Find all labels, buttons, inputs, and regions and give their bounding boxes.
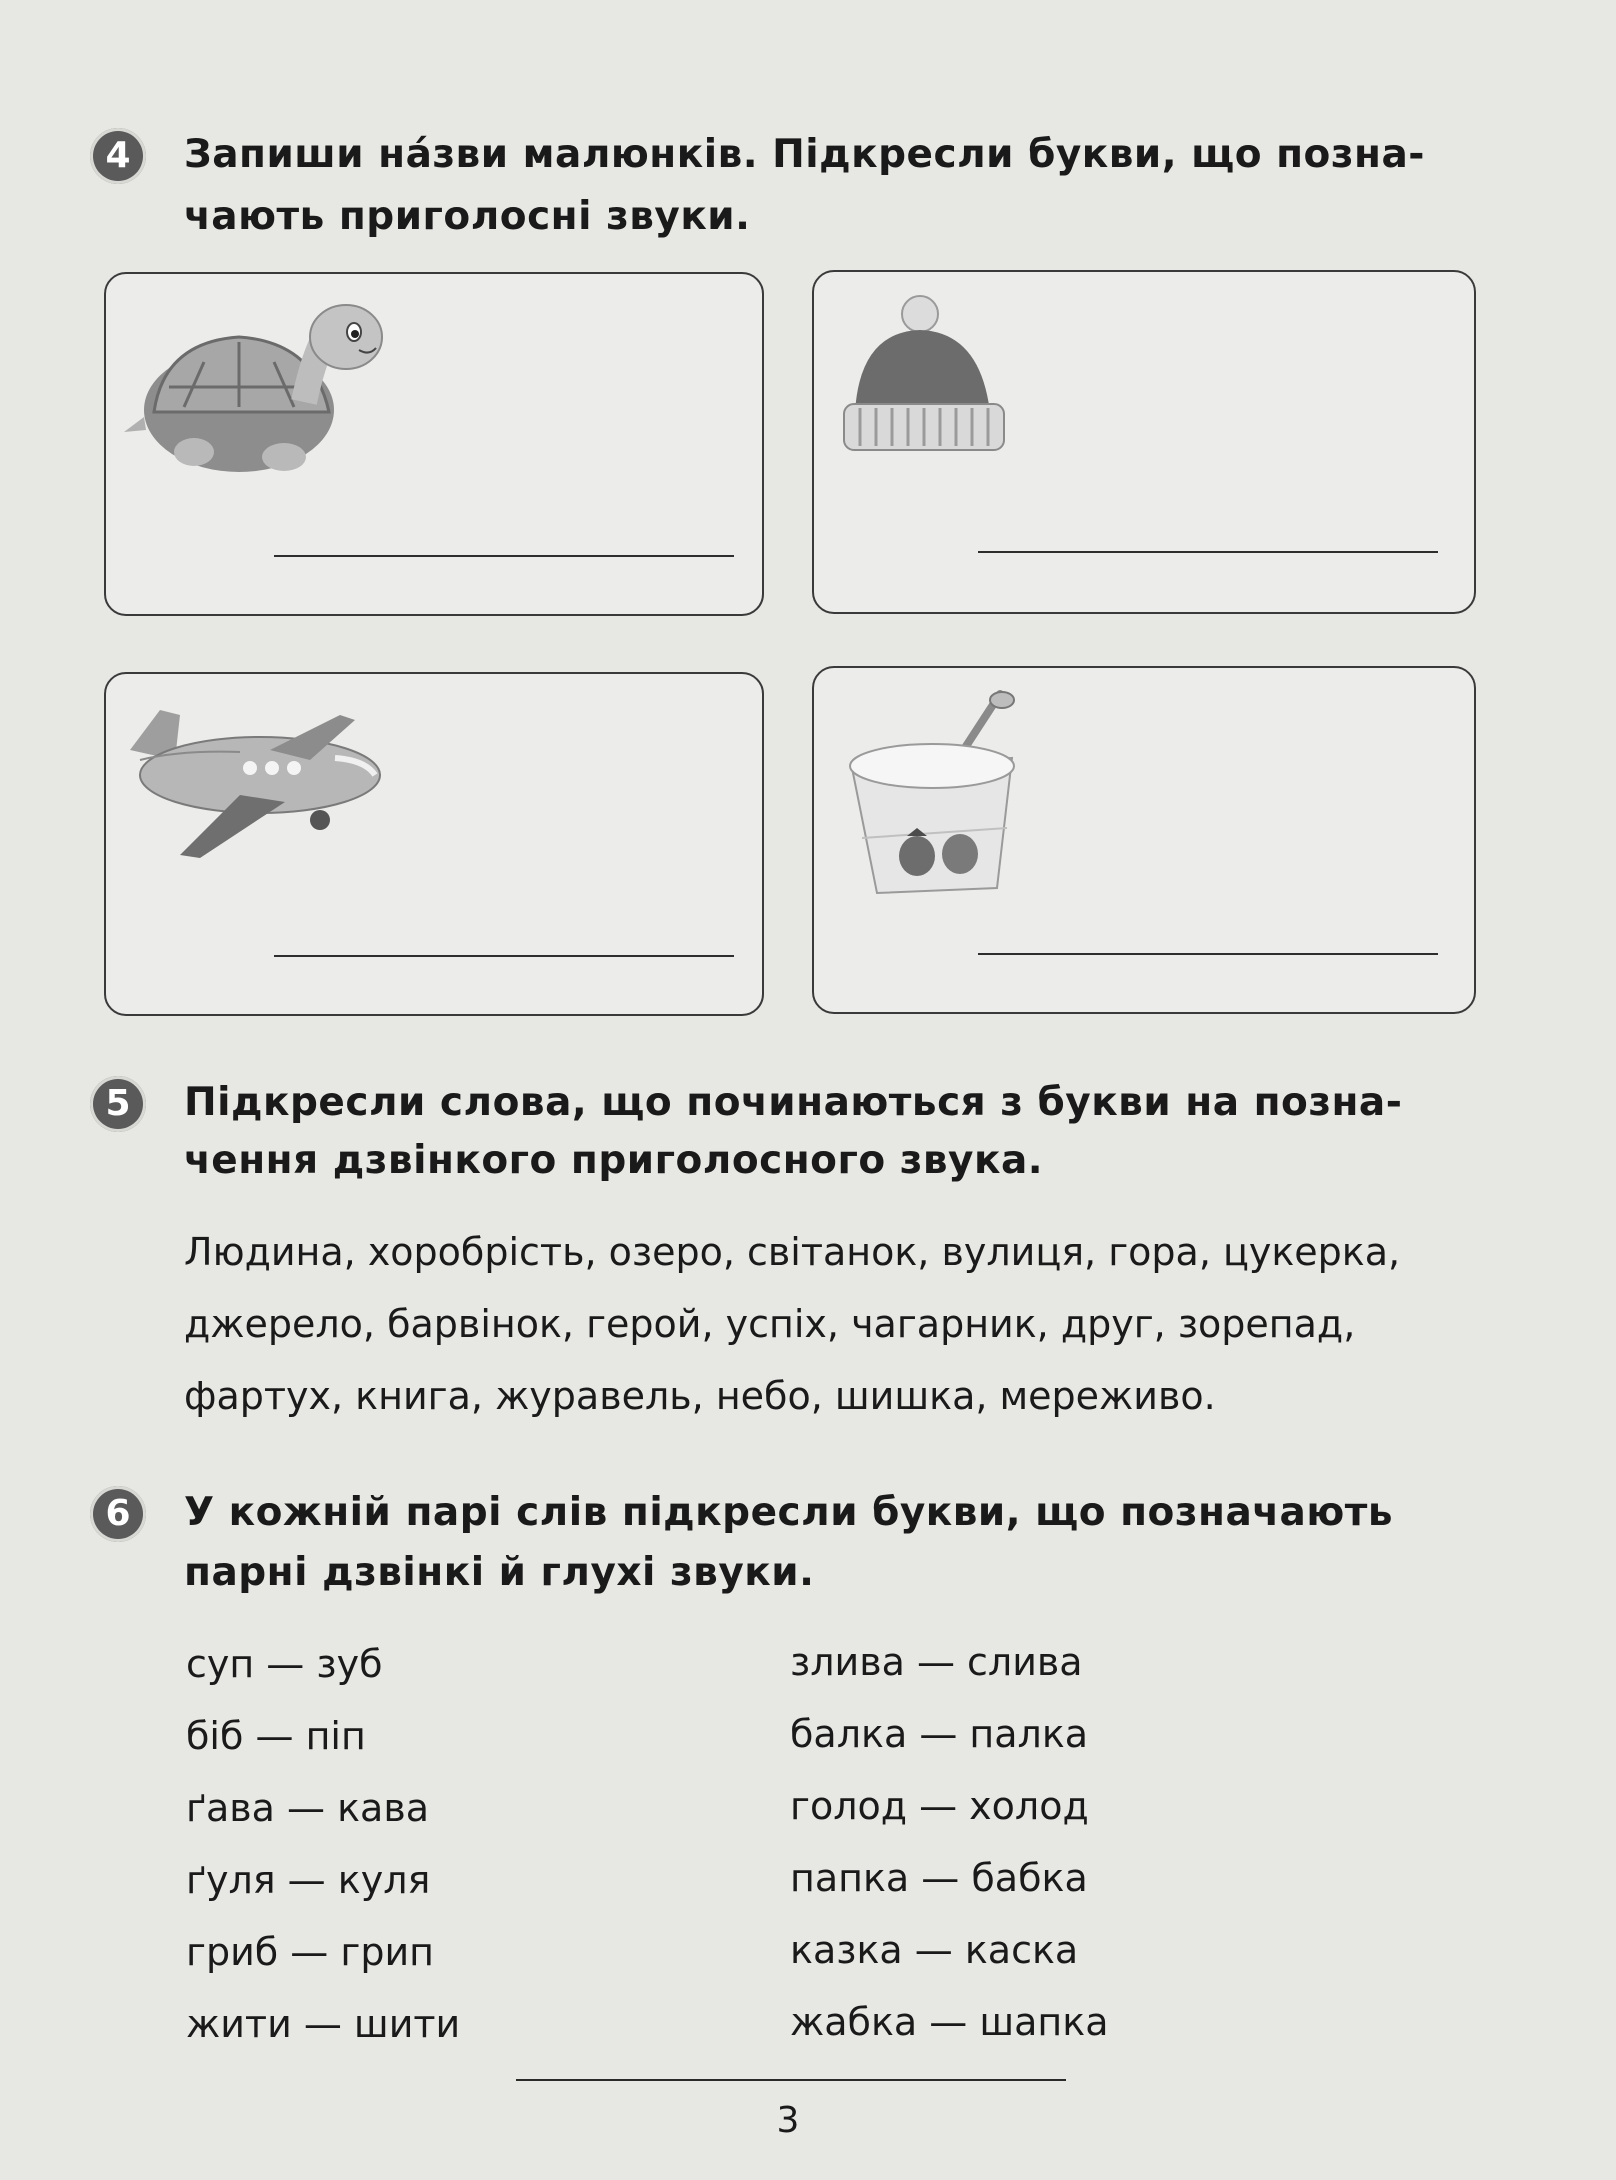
pair-right-4: папка — бабка	[790, 1856, 1088, 1900]
exercise-5-instruction-line2: чення дзвінкого приголосного звука.	[184, 1138, 1044, 1183]
answer-line-1[interactable]	[274, 555, 734, 557]
pair-left-2: біб — піп	[186, 1714, 366, 1758]
picture-box-yogurt	[812, 666, 1476, 1014]
yogurt-icon	[832, 688, 1032, 898]
airplane-icon	[120, 690, 390, 870]
pair-right-6: жабка — шапка	[790, 2000, 1109, 2044]
exercise-6-instruction-line1: У кожній парі слів підкресли букви, що позначають	[184, 1490, 1394, 1535]
picture-box-airplane	[104, 672, 764, 1016]
exercise-5-number: 5	[90, 1076, 146, 1132]
exercise-6-number: 6	[90, 1486, 146, 1542]
pair-left-4: ґуля — куля	[186, 1858, 431, 1902]
exercise-4-instruction-line1: Запиши на́зви малюнків. Підкресли букви, що позна-	[184, 132, 1425, 177]
exercise-6-instruction-line2: парні дзвінкі й глухі звуки.	[184, 1550, 815, 1595]
pair-left-1: суп — зуб	[186, 1642, 383, 1686]
page-number: 3	[776, 2100, 800, 2141]
exercise-4-instruction-line2: чають приголосні звуки.	[184, 194, 751, 239]
pair-right-2: балка — палка	[790, 1712, 1089, 1756]
answer-line-3[interactable]	[274, 955, 734, 957]
pair-left-3: ґава — кава	[186, 1786, 430, 1830]
exercise-5-instruction-line1: Підкресли слова, що починаються з букви на позна-	[184, 1080, 1403, 1125]
picture-box-hat	[812, 270, 1476, 614]
footer-divider	[516, 2079, 1066, 2081]
answer-line-2[interactable]	[978, 551, 1438, 553]
exercise-5-text-line2: джерело, барвінок, герой, успіх, чагарник, друг, зорепад,	[184, 1302, 1356, 1346]
exercise-5-text-line3: фартух, книга, журавель, небо, шишка, мереживо.	[184, 1374, 1216, 1418]
pair-right-3: голод — холод	[790, 1784, 1089, 1828]
turtle-icon	[124, 292, 394, 482]
hat-icon	[830, 292, 1010, 472]
pair-right-5: казка — каска	[790, 1928, 1079, 1972]
answer-line-4[interactable]	[978, 953, 1438, 955]
pair-left-6: жити — шити	[186, 2002, 461, 2046]
pair-right-1: злива — слива	[790, 1640, 1083, 1684]
exercise-4-number: 4	[90, 128, 146, 184]
exercise-5-text-line1: Людина, хоробрість, озеро, світанок, вулиця, гора, цукерка,	[184, 1230, 1401, 1274]
pair-left-5: гриб — грип	[186, 1930, 435, 1974]
picture-box-turtle	[104, 272, 764, 616]
